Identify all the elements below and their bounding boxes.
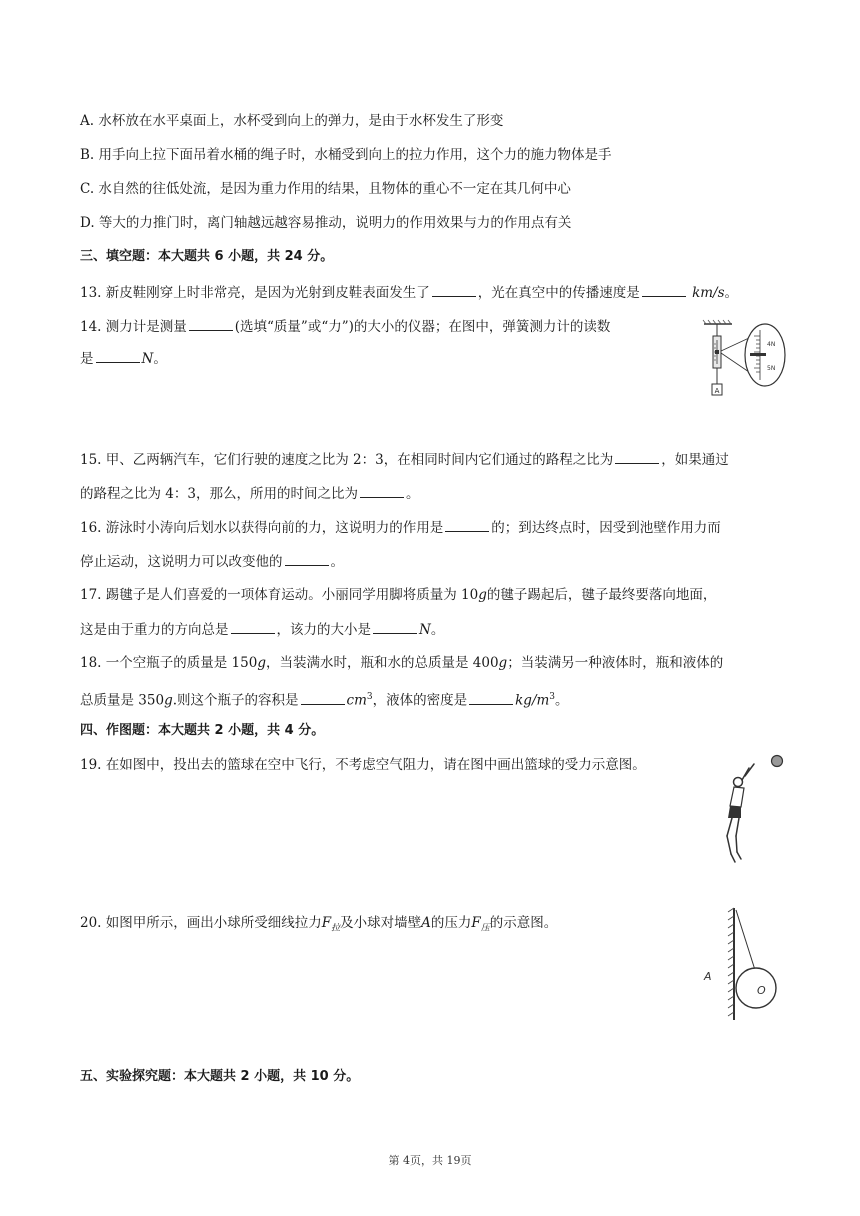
question-15-line1: 15. 甲、乙两辆汽车，它们行驶的速度之比为 2：3，在相同时间内它们通过的路程之比为 ，如果通过 — [80, 449, 729, 470]
option-d: D. 等大的力推门时，离门轴越远越容易推动，说明力的作用效果与力的作用点有关 — [80, 215, 572, 231]
question-17-line1: 17. 踢毽子是人们喜爱的一项体育运动。小丽同学用脚将质量为 10g的毽子踢起后，毽子最终要落向地面， — [80, 587, 717, 603]
question-19: 19. 在如图中，投出去的篮球在空中飞行，不考虑空气阻力，请在图中画出篮球的受力示意图。 — [80, 757, 646, 773]
question-16-line1: 16. 游泳时小涛向后划水以获得向前的力，这说明力的作用是 的；到达终点时，因受到池壁作用力而 — [80, 517, 721, 538]
answer-blank — [301, 690, 345, 705]
answer-blank — [189, 316, 233, 331]
ball-on-wall-figure — [700, 906, 786, 1024]
basketball-player-figure — [722, 752, 786, 870]
answer-blank — [432, 282, 476, 297]
section-3-heading: 三、填空题：本大题共 6 小题，共 24 分。 — [80, 249, 334, 264]
question-20: 20. 如图甲所示，画出小球所受细线拉力$F_拉$及小球对墙壁A的压力$F_压$的示意图。 — [80, 915, 558, 934]
question-14-line1: 14. 测力计是测量 (选填“质量”或“力”)的大小的仪器；在图中，弹簧测力计的读数 — [80, 316, 610, 337]
section-4-heading: 四、作图题：本大题共 2 小题，共 4 分。 — [80, 723, 325, 738]
answer-blank — [615, 449, 659, 464]
option-a: A. 水杯放在水平桌面上，水杯受到向上的弹力，是由于水杯发生了形变 — [80, 113, 504, 129]
ball-center-label: O — [757, 984, 766, 997]
answer-blank — [96, 348, 140, 363]
question-17-line2: 这是由于重力的方向总是 ，该力的大小是 N。 — [80, 619, 444, 640]
page-footer: 第 4页，共 19页 — [388, 1154, 472, 1167]
spring-scale-figure — [702, 318, 788, 402]
answer-blank — [445, 517, 489, 532]
question-13: 13. 新皮鞋刚穿上时非常亮，是因为光射到皮鞋表面发生了 ，光在真空中的传播速度是 km/s。 — [80, 282, 738, 303]
question-18-line2: 总质量是 350g.则这个瓶子的容积是 $cm^3$，液体的密度是 $kg/m^3$。 — [80, 687, 569, 711]
weight-label: A — [714, 387, 720, 395]
question-18-line1: 18. 一个空瓶子的质量是 150g，当装满水时，瓶和水的总质量是 400g；当装满另一种液体时，瓶和液体的 — [80, 655, 724, 671]
wall-label: A — [704, 970, 712, 983]
basketball-icon — [772, 756, 783, 767]
ball-icon — [736, 968, 776, 1008]
answer-blank — [231, 619, 275, 634]
section-5-heading: 五、实验探究题：本大题共 2 小题，共 10 分。 — [80, 1069, 360, 1084]
question-14-line2: 是 N。 — [80, 348, 167, 369]
answer-blank — [642, 282, 686, 297]
question-15-line2: 的路程之比为 4：3，那么，所用的时间之比为 。 — [80, 483, 419, 504]
option-c: C. 水自然的往低处流，是因为重力作用的结果，且物体的重心不一定在其几何中心 — [80, 181, 571, 197]
answer-blank — [469, 690, 513, 705]
question-16-line2: 停止运动，这说明力可以改变他的 。 — [80, 551, 344, 572]
tick-label: 4N — [767, 341, 776, 348]
answer-blank — [373, 619, 417, 634]
option-b: B. 用手向上拉下面吊着水桶的绳子时，水桶受到向上的拉力作用，这个力的施力物体是手 — [80, 147, 612, 163]
tick-label: 5N — [767, 365, 776, 372]
answer-blank — [360, 483, 404, 498]
answer-blank — [285, 551, 329, 566]
